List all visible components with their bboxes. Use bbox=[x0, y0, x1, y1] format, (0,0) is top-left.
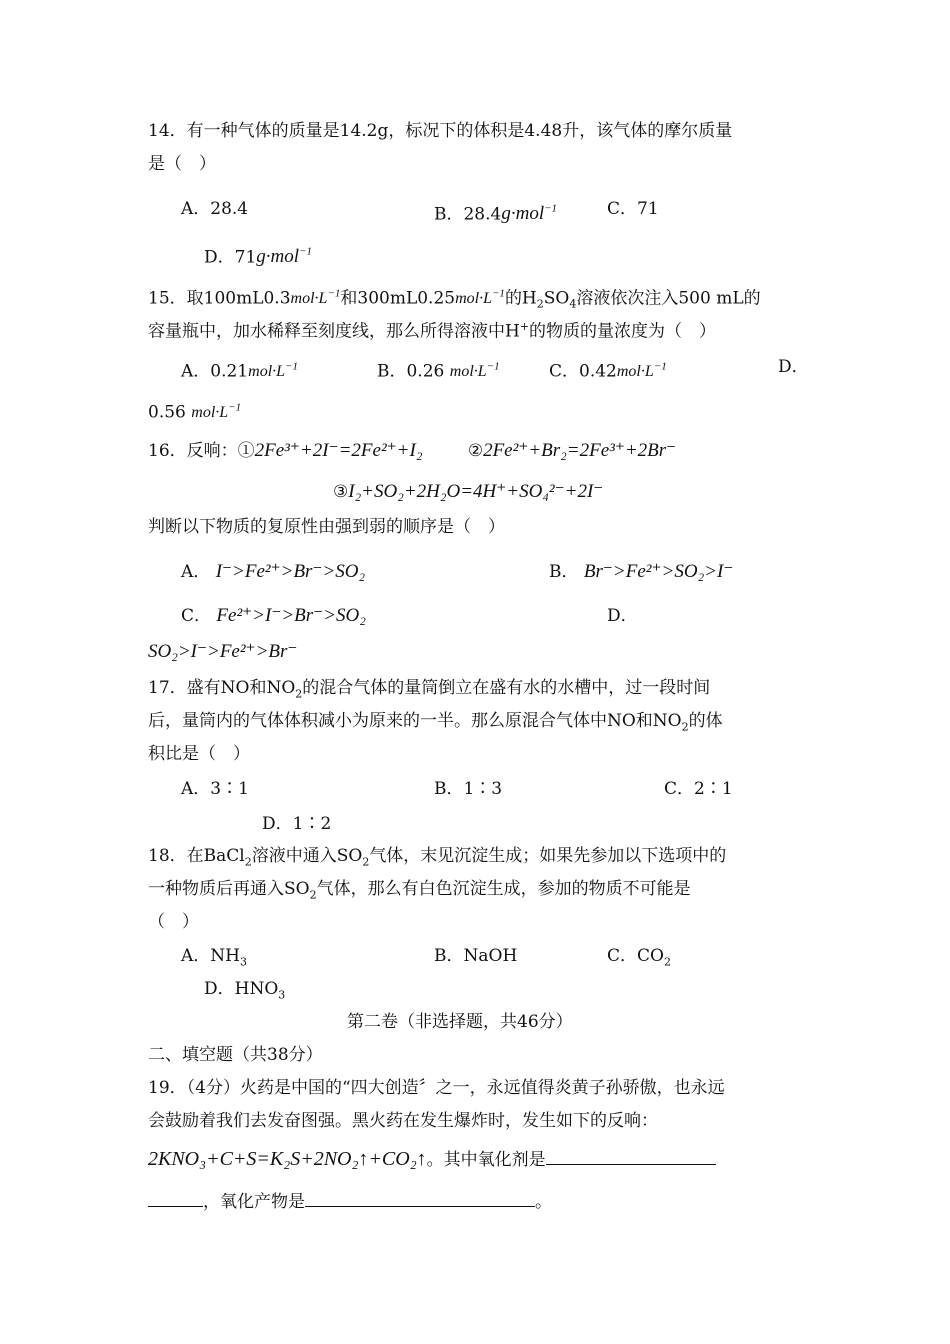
q19-stem-line1: 19．（4分）火药是中国的“四大创造〞之一，永远值得炎黄子孙骄傲，也永远 bbox=[148, 1078, 725, 1098]
section-heading: 二、填空题（共38分） bbox=[148, 1045, 323, 1065]
q15-stem-line2: 容量瓶中，加水稀释至刻度线，那么所得溶液中H+的物质的量浓度为（ ） bbox=[148, 320, 717, 342]
q17-option-c: C．2∶1 bbox=[664, 779, 733, 799]
q18-option-c: C．$CO_2$ bbox=[607, 946, 671, 969]
q18-stem-line3: （ ） bbox=[148, 912, 199, 932]
q16-reaction-2: 2Fe²⁺+Br₂=2Fe³⁺+2Br⁻ bbox=[483, 440, 677, 461]
part2-title: 第二卷（非选择题，共46分） bbox=[347, 1012, 573, 1032]
q19-product-blank[interactable] bbox=[305, 1188, 535, 1207]
q18-stem-line2: 一种物质后再通入$SO_2$气体，那么有白色沉淀生成，参加的物质不可能是 bbox=[148, 879, 691, 902]
q14-option-c: C．71 bbox=[607, 199, 659, 219]
q15-stem-line1: 15．取$100mL0.3mol\cdot L^{-1}$和$300mL0.25mol\cdot L^{-1}$的$H_2SO_4$溶液依次注入500 mL的 bbox=[148, 288, 761, 311]
q14-option-d: D．71g·mol$^{-1}$ bbox=[204, 246, 312, 268]
q16-option-a: A． I⁻>Fe²⁺>Br⁻>SO₂ bbox=[181, 561, 366, 582]
q19-oxidant-blank[interactable] bbox=[546, 1146, 716, 1165]
q16-option-d-label: D． bbox=[607, 606, 638, 626]
q15-option-a: A．$0.21mol\cdot L^{-1}$ bbox=[181, 361, 298, 382]
q16-reaction-3: ③I₂+SO₂+2H₂O=4H⁺+SO₄²⁻+2I⁻ bbox=[333, 481, 604, 502]
q19-stem-line2: 会鼓励着我们去发奋图强。黑火药在发生爆炸时，发生如下的反响： bbox=[148, 1111, 658, 1131]
q19-equation-line: 2KNO₃+C+S=K₂S+2NO₂↑+CO₂↑。其中氧化剂是 bbox=[148, 1146, 716, 1172]
q17-stem-line2: 后，量筒内的气体体积减小为原来的一半。那么原混合气体中NO和$NO_2$的体 bbox=[148, 711, 723, 734]
q16-option-b: B． Br⁻>Fe²⁺>SO₂>I⁻ bbox=[549, 561, 734, 582]
q17-option-b: B．1∶3 bbox=[434, 779, 503, 799]
q16-reaction-1: 2Fe³⁺+2I⁻=2Fe²⁺+I₂ bbox=[254, 440, 423, 461]
q18-option-a: A．$NH_3$ bbox=[181, 946, 247, 969]
q15-option-d-value: 0.56 $mol\cdot L^{-1}$ bbox=[148, 402, 242, 423]
q16-option-c: C． Fe²⁺>I⁻>Br⁻>SO₂ bbox=[181, 605, 366, 626]
q17-option-a: A．3∶1 bbox=[181, 779, 249, 799]
q19-oxidant-blank-cont[interactable] bbox=[148, 1188, 203, 1207]
q16-option-d: SO₂>I⁻>Fe²⁺>Br⁻ bbox=[148, 641, 298, 662]
q14-option-b: B．28.4g·mol$^{-1}$ bbox=[434, 203, 558, 225]
q15-option-b: B．0.26 $mol\cdot L^{-1}$ bbox=[377, 361, 500, 382]
q19-equation: 2KNO₃+C+S=K₂S+2NO₂↑+CO₂↑ bbox=[148, 1148, 427, 1170]
q15-option-d-label: D． bbox=[778, 357, 809, 377]
q14-stem-line1: 14．有一种气体的质量是14.2g，标况下的体积是4.48升，该气体的摩尔质量 bbox=[148, 121, 733, 141]
q18-option-d: D．$HNO_3$ bbox=[204, 979, 286, 1002]
q17-option-d: D．1∶2 bbox=[262, 814, 332, 834]
q19-answer-line: ，氧化产物是 。 bbox=[148, 1188, 552, 1214]
q18-stem-line1: 18．在BaCl$_2$溶液中通入$SO_2$气体，末见沉淀生成；如果先参加以下选项中的 bbox=[148, 846, 727, 869]
q18-option-b: B．NaOH bbox=[434, 946, 518, 966]
q17-stem-line1: 17．盛有NO和$NO_2$的混合气体的量筒倒立在盛有水的水槽中，过一段时间 bbox=[148, 678, 711, 701]
q16-reactions-line: 16．反响：①2Fe³⁺+2I⁻=2Fe²⁺+I₂ ②2Fe²⁺+Br₂=2Fe³⁺+2Br⁻ bbox=[148, 440, 677, 461]
q14-stem-line2: 是（ ） bbox=[148, 154, 216, 174]
q15-option-c: C．$0.42mol\cdot L^{-1}$ bbox=[549, 361, 667, 382]
q16-question: 判断以下物质的复原性由强到弱的顺序是（ ） bbox=[148, 517, 505, 537]
q17-stem-line3: 积比是（ ） bbox=[148, 744, 250, 764]
q14-option-a: A．28.4 bbox=[181, 199, 249, 219]
